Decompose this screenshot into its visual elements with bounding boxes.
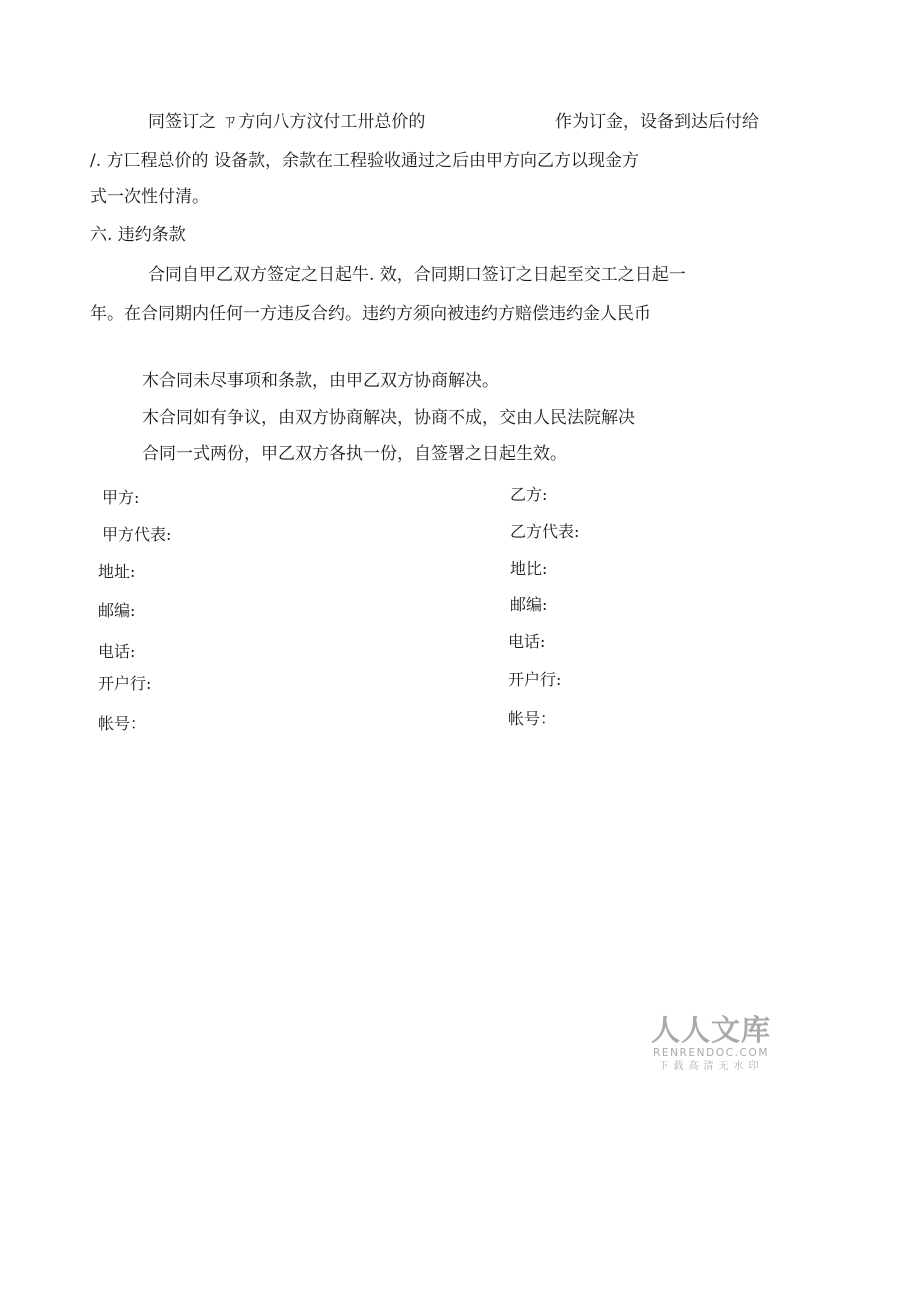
watermark-domain: RENRENDOC.COM xyxy=(652,1047,770,1059)
payment-terms-line-2: /. 方匸程总价的 设备款，余款在工程验收通过之后由甲方向乙方以现金方 xyxy=(90,151,639,171)
party-b-postcode-label: 邮编: xyxy=(510,595,548,614)
clause-dispute-resolution: 木合同如有争议，由双方协商解决，协商不成，交由人民法院解决 xyxy=(142,408,635,428)
watermark-title: 人人文库 xyxy=(650,1013,771,1047)
breach-terms-line-1: 合同自甲乙双方签定之日起牛. 效，合同期口签订之日起至交工之日起一 xyxy=(148,265,686,285)
clause-copies: 合同一式两份，甲乙双方各执一份，自签署之日起生效。 xyxy=(142,444,567,464)
party-b-phone-label: 电话: xyxy=(508,632,546,651)
watermark-logo xyxy=(636,1013,786,1072)
breach-terms-line-2: 年。在合同期内任何一方违反合约。违约方须向被违约方赔偿违约金人民币 xyxy=(90,304,651,324)
watermark-tagline: 下载高清无水印 xyxy=(658,1060,764,1072)
party-a-phone-label: 电话: xyxy=(98,642,136,661)
clause-unresolved-matters: 木合同未尽事项和条款，由甲乙双方协商解决。 xyxy=(142,371,499,391)
party-a-name-label: 甲方: xyxy=(102,488,140,507)
party-b-bank-label: 开户行: xyxy=(508,670,562,689)
payment-terms-line-3: 式一次性付清。 xyxy=(90,187,209,207)
payment-terms-line-1b: 作为订金，设备到达后付给 xyxy=(555,112,759,132)
party-a-bank-label: 开户行: xyxy=(98,674,152,693)
party-a-address-label: 地址: xyxy=(98,562,136,581)
party-b-address-label: 地比: xyxy=(510,559,548,578)
party-b-account-label: 帐号： xyxy=(508,709,557,728)
party-a-account-label: 帐号： xyxy=(98,714,147,733)
party-a-postcode-label: 邮编: xyxy=(98,601,136,620)
payment-terms-line-1a: 同签订之 ㄗ方向八方汶付工卅总价的 xyxy=(148,112,426,132)
party-b-name-label: 乙方: xyxy=(510,485,548,504)
breach-section-heading: 六. 违约条款 xyxy=(90,225,186,245)
party-a-rep-label: 甲方代表: xyxy=(102,525,172,544)
party-b-rep-label: 乙方代表: xyxy=(510,522,580,541)
